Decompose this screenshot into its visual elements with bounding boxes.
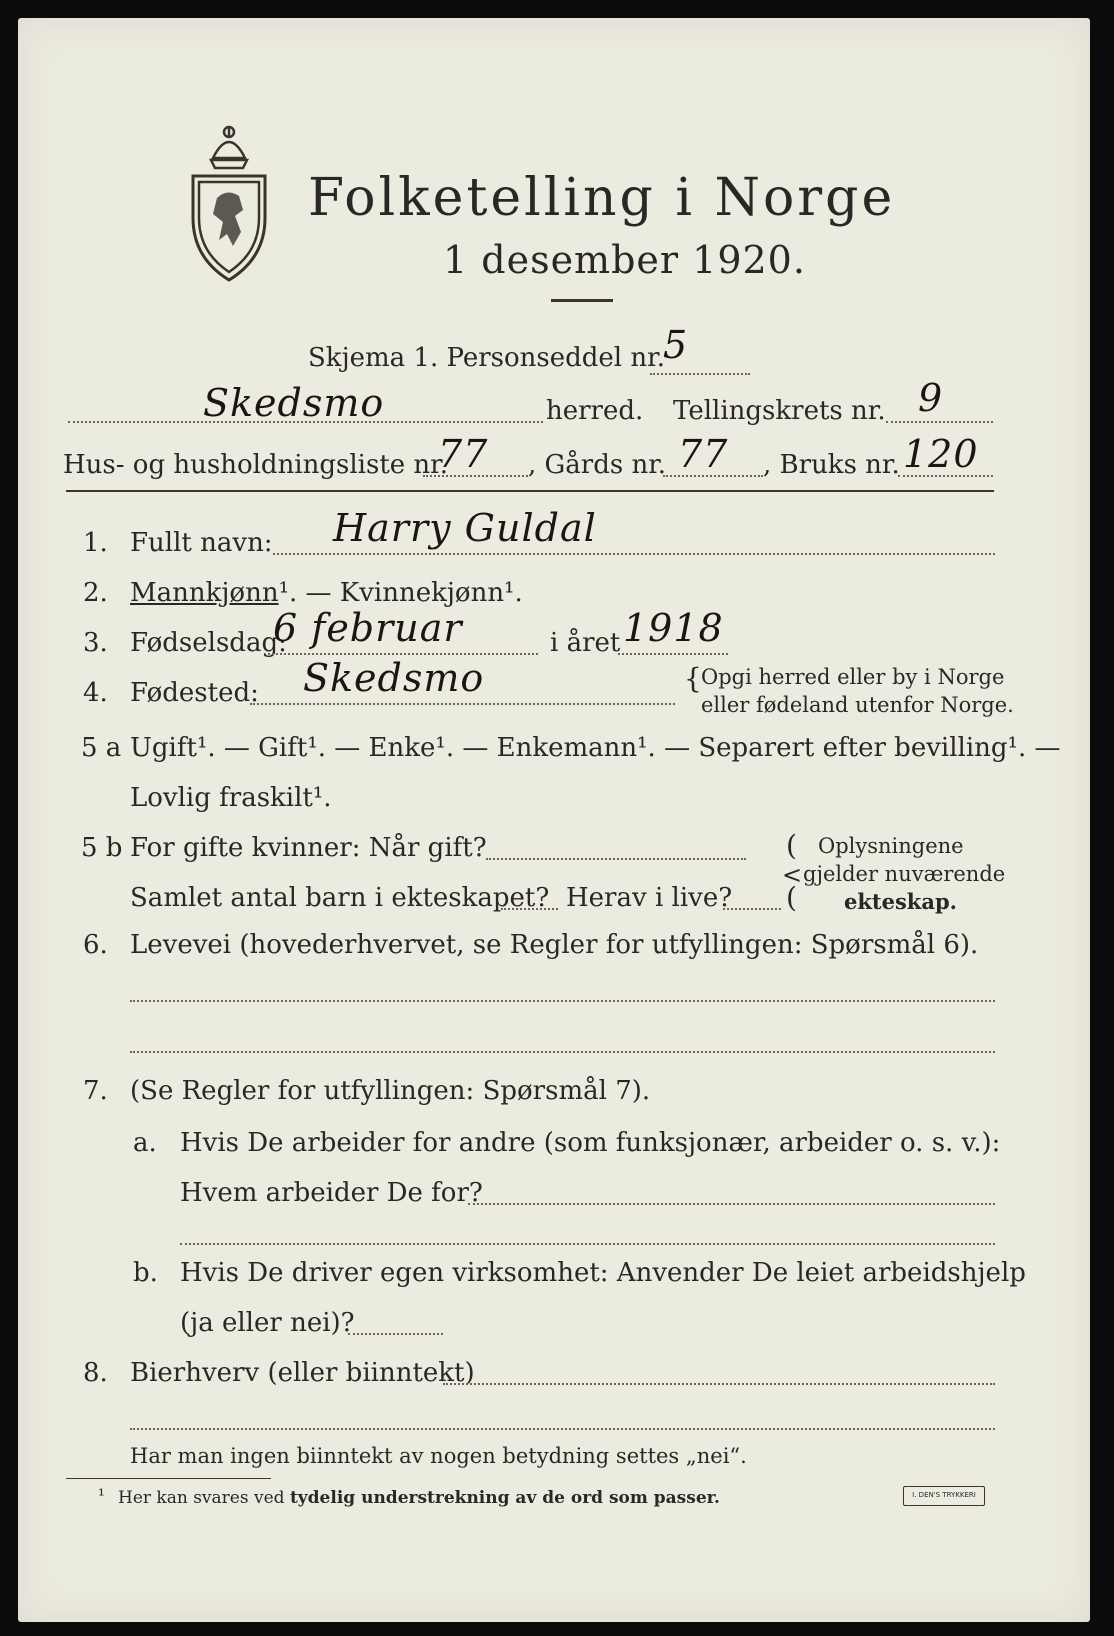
schema-label: Skjema 1. Personseddel nr. bbox=[308, 343, 665, 373]
q5b-brace-bottom: ( bbox=[786, 881, 797, 914]
printer-stamp bbox=[903, 1486, 985, 1506]
q7-label: (Se Regler for utfyllingen: Spørsmål 7). bbox=[130, 1076, 651, 1106]
bruks-label: , Bruks nr. bbox=[763, 450, 900, 480]
q7b-letter: b. bbox=[133, 1258, 158, 1288]
q8-field-line-1 bbox=[443, 1383, 995, 1385]
q8-label: Bierhverv (eller biinntekt) bbox=[130, 1358, 475, 1388]
q2-gender-options bbox=[130, 578, 523, 608]
q1-number: 1. bbox=[83, 528, 108, 558]
census-date: 1 desember 1920. bbox=[443, 238, 806, 282]
gards-label: , Gårds nr. bbox=[528, 450, 667, 480]
norwegian-coat-of-arms-icon bbox=[183, 118, 275, 286]
q5b-note-line2: gjelder nuværende bbox=[803, 862, 1006, 886]
q3-date-field-line bbox=[268, 653, 538, 655]
q5b-married-when-field-line bbox=[486, 858, 746, 860]
q1-field-line bbox=[273, 553, 995, 555]
q7a-employer-field-line bbox=[468, 1203, 995, 1205]
q4-birthplace-value: Skedsmo bbox=[303, 656, 485, 700]
tellingskrets-value: 9 bbox=[918, 376, 944, 420]
herred-label: herred. bbox=[546, 396, 644, 426]
q3-year-value: 1918 bbox=[623, 606, 724, 650]
q5a-number: 5 a bbox=[81, 733, 122, 763]
q2-number: 2. bbox=[83, 578, 108, 608]
q5b-number: 5 b bbox=[81, 833, 123, 863]
q3-number: 3. bbox=[83, 628, 108, 658]
personseddel-nr-value: 5 bbox=[663, 323, 689, 367]
printer-stamp-text: I. DEN'S TRYKKERI bbox=[912, 1491, 976, 1499]
footnote-text-plain: Her kan svares ved bbox=[118, 1488, 290, 1508]
q3-label: Fødselsdag: bbox=[130, 628, 287, 658]
q7a-line1: Hvis De arbeider for andre (som funksjonær, arbeider o. s. v.): bbox=[180, 1128, 1001, 1158]
q5b-alive-field-line bbox=[723, 908, 781, 910]
q6-label: Levevei (hovederhvervet, se Regler for utfyllingen: Spørsmål 6). bbox=[130, 930, 979, 960]
q7a-employer-label: Hvem arbeider De for? bbox=[180, 1178, 483, 1208]
q8-field-line-2 bbox=[130, 1428, 995, 1430]
q1-label: Fullt navn: bbox=[130, 528, 273, 558]
q3-year-label: i året bbox=[550, 628, 621, 658]
hus-label: Hus- og husholdningsliste nr. bbox=[63, 450, 449, 480]
q5b-alive-label: Herav i live? bbox=[566, 883, 733, 913]
q5a-marital-options: Ugift¹. — Gift¹. — Enke¹. — Enkemann¹. — Separert efter bevilling¹. — bbox=[130, 733, 1061, 763]
form-title: Folketelling i Norge bbox=[308, 168, 896, 228]
q5a-divorced-option: Lovlig fraskilt¹. bbox=[130, 783, 332, 813]
q5b-note-line3: ekteskap. bbox=[844, 889, 957, 914]
q7b-yes-no-label: (ja eller nei)? bbox=[180, 1308, 355, 1338]
tellingskrets-label: Tellingskrets nr. bbox=[673, 396, 886, 426]
q5b-brace-mid: < bbox=[782, 861, 803, 889]
footnote-text-bold: tydelig understrekning av de ord som passer. bbox=[289, 1488, 720, 1508]
q6-field-line-2 bbox=[130, 1051, 995, 1053]
q8-number: 8. bbox=[83, 1358, 108, 1388]
q4-number: 4. bbox=[83, 678, 108, 708]
q7a-letter: a. bbox=[133, 1128, 157, 1158]
bruks-value: 120 bbox=[903, 432, 979, 476]
census-form-sheet bbox=[18, 18, 1090, 1622]
q5b-children-label: Samlet antal barn i ekteskapet? bbox=[130, 883, 550, 913]
q6-number: 6. bbox=[83, 930, 108, 960]
q4-label: Fødested: bbox=[130, 678, 259, 708]
title-divider bbox=[551, 299, 613, 302]
q4-field-line bbox=[250, 703, 675, 705]
q6-field-line-1 bbox=[130, 1000, 995, 1002]
q4-note-line1: Opgi herred eller by i Norge bbox=[701, 665, 1005, 689]
q5b-married-when-label: For gifte kvinner: Når gift? bbox=[130, 833, 487, 863]
q5b-brace-top: ( bbox=[786, 829, 797, 862]
q2-other-options: ¹. — Kvinnekjønn¹. bbox=[278, 578, 523, 608]
q1-full-name-value: Harry Guldal bbox=[333, 506, 597, 550]
q7b-line1: Hvis De driver egen virksomhet: Anvender De leiet arbeidshjelp bbox=[180, 1258, 1026, 1288]
hus-value: 77 bbox=[438, 432, 489, 476]
footnote-separator bbox=[66, 1478, 271, 1479]
herred-value: Skedsmo bbox=[203, 381, 385, 425]
q5b-note-line1: Oplysningene bbox=[818, 834, 964, 858]
q4-brace: { bbox=[684, 662, 702, 695]
tellingskrets-field-line bbox=[886, 421, 993, 423]
q7a-extra-field-line bbox=[180, 1243, 995, 1245]
q2-mann-option: Mannkjønn bbox=[130, 578, 279, 608]
q7-number: 7. bbox=[83, 1076, 108, 1106]
q3-birthdate-value: 6 februar bbox=[273, 606, 463, 650]
footnote-text bbox=[118, 1488, 720, 1508]
personseddel-field-line bbox=[650, 373, 750, 375]
gards-value: 77 bbox=[678, 432, 729, 476]
q7b-yes-no-field-line bbox=[348, 1333, 443, 1335]
header-separator bbox=[66, 490, 994, 492]
q3-year-field-line bbox=[618, 653, 728, 655]
footnote-marker: ¹ bbox=[98, 1486, 105, 1506]
q4-note-line2: eller fødeland utenfor Norge. bbox=[701, 693, 1014, 717]
income-note: Har man ingen biinntekt av nogen betydning settes „nei“. bbox=[130, 1444, 747, 1468]
q5b-children-field-line bbox=[501, 908, 558, 910]
